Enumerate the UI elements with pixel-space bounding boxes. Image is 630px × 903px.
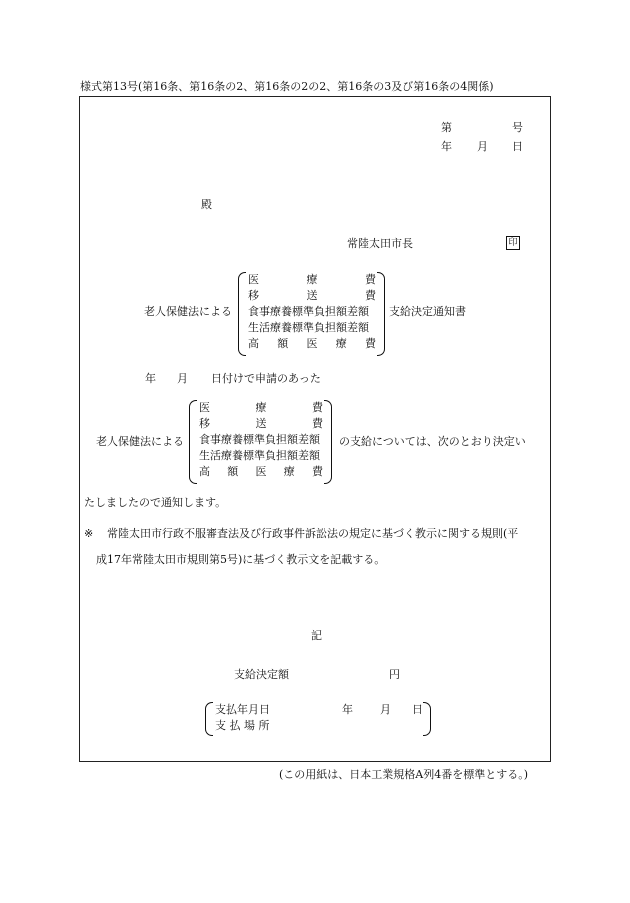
payment-date-tsuki: 月 bbox=[380, 703, 391, 716]
title-suffix: 支給決定通知書 bbox=[389, 305, 466, 318]
payment-list bbox=[215, 702, 422, 734]
issuer: 常陸太田市長 bbox=[347, 237, 413, 250]
note-line1: 常陸太田市行政不服審査法及び行政事件訴訟法の規定に基づく教示に関する規則(平 bbox=[107, 527, 519, 540]
benefit-item: 食事療養標準負担額差額 bbox=[248, 305, 369, 318]
amount-unit: 円 bbox=[389, 668, 400, 681]
payment-date-row bbox=[215, 702, 422, 718]
benefit-item: 移 送 費 bbox=[199, 417, 323, 430]
payment-brace bbox=[205, 702, 431, 736]
left-brace bbox=[238, 272, 246, 356]
note-line2: 成17年常陸太田市規則第5号)に基づく教示文を記載する。 bbox=[96, 553, 386, 566]
body-continuation: たしましたので通知します。 bbox=[84, 496, 227, 509]
form-header: 様式第13号(第16条、第16条の2、第16条の2の2、第16条の3及び第16条の4関係) bbox=[80, 80, 494, 93]
benefit-item: 高 額 医 療 費 bbox=[199, 465, 323, 478]
body-prefix: 老人保健法による bbox=[96, 435, 184, 448]
payment-place-label: 支 払 場 所 bbox=[215, 719, 270, 732]
payment-date-hi: 日 bbox=[412, 703, 423, 716]
right-brace bbox=[423, 702, 431, 736]
date-tsuki: 月 bbox=[477, 140, 488, 153]
benefit-item: 移 送 費 bbox=[248, 289, 376, 302]
app-nen: 年 bbox=[145, 372, 156, 385]
right-brace bbox=[324, 400, 332, 484]
left-brace bbox=[189, 400, 197, 484]
body-benefit-brace bbox=[189, 400, 332, 484]
note-mark: ※ bbox=[84, 527, 94, 540]
benefit-item: 高 額 医 療 費 bbox=[248, 337, 376, 350]
app-text: 日付けで申請のあった bbox=[211, 372, 321, 385]
seal-box: 印 bbox=[506, 236, 520, 250]
body-benefit-list bbox=[199, 400, 323, 480]
amount-label: 支給決定額 bbox=[234, 668, 289, 681]
title-prefix: 老人保健法による bbox=[144, 305, 232, 318]
payment-date-label: 支払年月日 bbox=[215, 703, 270, 716]
app-tsuki: 月 bbox=[177, 372, 188, 385]
addressee-suffix: 殿 bbox=[201, 198, 212, 211]
title-benefit-brace bbox=[238, 272, 385, 356]
benefit-item: 医 療 費 bbox=[199, 401, 323, 414]
benefit-item: 生活療養標準負担額差額 bbox=[248, 321, 369, 334]
payment-date-nen: 年 bbox=[342, 703, 353, 716]
right-brace bbox=[377, 272, 385, 356]
ki-heading: 記 bbox=[311, 629, 322, 642]
number-dai: 第 bbox=[441, 121, 452, 134]
benefit-item: 食事療養標準負担額差額 bbox=[199, 433, 320, 446]
date-nen: 年 bbox=[441, 140, 452, 153]
number-go: 号 bbox=[512, 121, 523, 134]
footer-note: (この用紙は、日本工業規格A列4番を標準とする。) bbox=[279, 768, 529, 781]
benefit-item: 生活療養標準負担額差額 bbox=[199, 449, 320, 462]
body-suffix: の支給については、次のとおり決定い bbox=[339, 435, 526, 448]
benefit-item: 医 療 費 bbox=[248, 273, 376, 286]
title-benefit-list bbox=[248, 272, 376, 352]
left-brace bbox=[205, 702, 213, 736]
date-hi: 日 bbox=[512, 140, 523, 153]
